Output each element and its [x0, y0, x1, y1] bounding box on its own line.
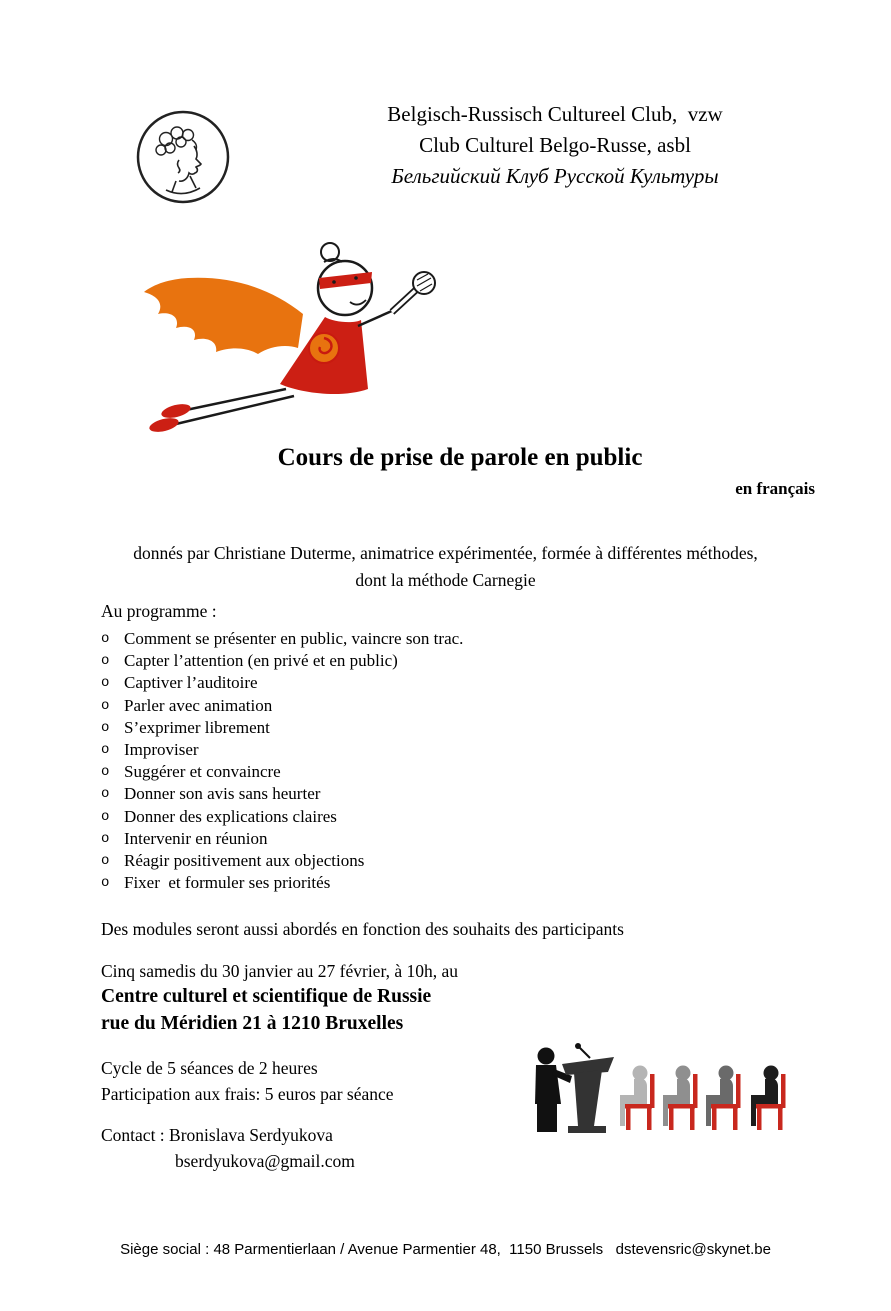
bullet-marker: o	[101, 786, 110, 803]
bullet-marker: o	[101, 830, 110, 847]
list-item-text: S’exprimer librement	[124, 717, 270, 737]
list-item-text: Réagir positivement aux objections	[124, 851, 365, 871]
contact-name: Contact : Bronislava Serdyukova	[101, 1125, 333, 1145]
bullet-marker: o	[101, 631, 110, 647]
list-item-text: Parler avec animation	[124, 695, 273, 715]
pushkin-profile-icon	[134, 108, 232, 206]
list-item	[101, 872, 741, 894]
bullet-marker: o	[101, 764, 110, 781]
contact-block	[101, 1123, 355, 1174]
bullet-marker: o	[101, 719, 110, 736]
superhero-illustration	[128, 226, 446, 434]
list-item-text: Suggérer et convaincre	[124, 762, 281, 782]
list-item	[101, 761, 741, 783]
bullet-marker: o	[101, 853, 110, 870]
bullet-marker: o	[101, 742, 110, 759]
list-item	[101, 717, 741, 739]
audience-illustration	[528, 1042, 800, 1146]
list-item	[101, 806, 741, 828]
bullet-marker: o	[101, 875, 110, 892]
club-name-russian: Бельгийский Клуб Русской Культуры	[391, 164, 719, 188]
list-item-text: Intervenir en réunion	[124, 828, 268, 848]
page-title: Cours de prise de parole en public	[277, 444, 643, 471]
flying-superwoman-icon	[128, 226, 446, 434]
list-item-text: Capter l’attention (en privé et en public)	[124, 651, 398, 671]
fee-info: Participation aux frais: 5 euros par séance	[101, 1083, 394, 1104]
contact-email: bserdyukova@gmail.com	[175, 1150, 355, 1171]
modules-note: Des modules seront aussi abordés en fonction des souhaits des participants	[101, 919, 624, 939]
program-list	[101, 628, 741, 894]
list-item-text: Donner son avis sans heurter	[124, 784, 321, 804]
list-item	[101, 650, 741, 672]
club-name-dutch: Belgisch-Russisch Cultureel Club, vzw	[387, 102, 723, 126]
club-header	[290, 99, 820, 192]
venue-name: Centre culturel et scientifique de Russie	[101, 986, 432, 1007]
list-item-text: Improviser	[124, 740, 199, 760]
schedule-intro: Cinq samedis du 30 janvier au 27 février, à 10h, au	[101, 961, 458, 981]
list-item	[101, 739, 741, 761]
list-item	[101, 850, 741, 872]
club-name-french: Club Culturel Belgo-Russe, asbl	[419, 133, 691, 157]
bullet-marker: o	[101, 808, 110, 825]
language-note: en français	[735, 479, 815, 498]
list-item	[101, 695, 741, 717]
club-logo-icon	[134, 108, 232, 206]
list-item	[101, 672, 741, 694]
list-item	[101, 783, 741, 805]
bullet-marker: o	[101, 697, 110, 714]
list-item	[101, 628, 741, 650]
list-item-text: Donner des explications claires	[124, 806, 337, 826]
list-item-text: Comment se présenter en public, vaincre son trac.	[124, 629, 464, 648]
bullet-marker: o	[101, 653, 110, 670]
instructor-intro-line1: donnés par Christiane Duterme, animatrice expérimentée, formée à différentes méthodes,	[133, 543, 758, 563]
venue-address: rue du Méridien 21 à 1210 Bruxelles	[101, 1012, 404, 1034]
footer-address: Siège social : 48 Parmentierlaan / Avenue Parmentier 48, 1150 Brussels dstevensric@skynet.be	[120, 1241, 771, 1258]
venue-block	[101, 984, 431, 1037]
cycle-info: Cycle de 5 séances de 2 heures	[101, 1058, 318, 1078]
speaker-podium-audience-icon	[528, 1042, 800, 1146]
list-item-text: Captiver l’auditoire	[124, 673, 258, 693]
list-item-text: Fixer et formuler ses priorités	[124, 873, 331, 893]
instructor-intro-line2: dont la méthode Carnegie	[355, 570, 536, 590]
program-heading: Au programme :	[101, 601, 217, 621]
course-details	[101, 1056, 394, 1107]
bullet-marker: o	[101, 675, 110, 692]
list-item	[101, 828, 741, 850]
instructor-intro	[0, 540, 891, 594]
